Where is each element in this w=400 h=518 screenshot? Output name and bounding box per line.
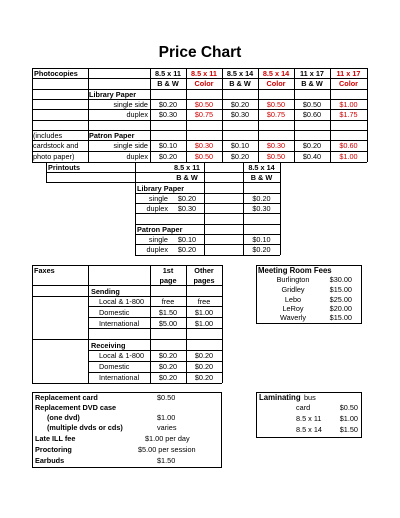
- patron-paper-label: Patron Paper: [89, 131, 135, 140]
- price-cell: $0.75: [266, 110, 286, 119]
- price-cell: $0.20: [194, 373, 214, 382]
- photocopies-header: 8.5 x 14: [262, 69, 290, 78]
- location-price: $30.00: [329, 275, 352, 284]
- row-label: duplex: [146, 245, 168, 254]
- price-cell: $0.20: [230, 152, 250, 161]
- price-cell: $0.30: [177, 204, 197, 213]
- replacement-card-price: $0.50: [157, 393, 176, 402]
- photocopies-header: 11 x 17: [336, 69, 361, 78]
- location-name: Waverly: [279, 313, 307, 322]
- faxes-col-header: page: [159, 276, 177, 285]
- laminating-price: $1.00: [339, 414, 358, 423]
- price-cell: $0.20: [158, 362, 178, 371]
- laminating-card-price: $0.50: [339, 403, 358, 412]
- row-label: Domestic: [99, 362, 130, 371]
- price-cell: $0.60: [302, 110, 322, 119]
- dvd-one-price: $1.00: [157, 413, 176, 422]
- price-cell: $0.20: [158, 100, 178, 109]
- location-name: Gridley: [281, 285, 305, 294]
- location-price: $25.00: [329, 295, 352, 304]
- price-cell: $0.20: [230, 100, 250, 109]
- meeting-room-label: Meeting Room Fees: [258, 266, 332, 275]
- photocopies-subheader: Color: [266, 79, 286, 88]
- price-cell: $0.10: [230, 141, 250, 150]
- receiving-label: Receiving: [91, 341, 126, 350]
- row-label: Local & 1-800: [99, 297, 145, 306]
- price-cell: $0.20: [194, 362, 214, 371]
- row-label: single side: [113, 100, 148, 109]
- price-cell: free: [197, 297, 211, 306]
- photocopies-header: 8.5 x 11: [155, 69, 181, 78]
- price-cell: $0.30: [158, 110, 178, 119]
- row-label: International: [99, 319, 140, 328]
- photocopies-subheader: B & W: [157, 79, 179, 88]
- price-cell: $0.40: [302, 152, 322, 161]
- price-cell: $0.20: [302, 141, 322, 150]
- printouts-subheader: B & W: [176, 173, 198, 182]
- proctoring-label: Proctoring: [35, 445, 72, 454]
- includes-note: cardstock and: [33, 141, 79, 150]
- row-label: duplex: [126, 152, 148, 161]
- price-cell: $0.50: [266, 152, 286, 161]
- printouts-subheader: B & W: [250, 173, 273, 182]
- price-cell: $1.00: [339, 100, 358, 109]
- price-cell: $1.00: [194, 308, 214, 317]
- row-label: duplex: [146, 204, 168, 213]
- price-cell: $0.20: [158, 351, 178, 360]
- laminating-label: Laminating: [259, 393, 301, 402]
- faxes-col-header: 1st: [162, 266, 174, 275]
- price-cell: $0.10: [177, 235, 197, 244]
- price-cell: $0.60: [339, 141, 358, 150]
- price-cell: $0.30: [230, 110, 250, 119]
- includes-note: (includes: [33, 131, 63, 140]
- location-name: Burlington: [276, 275, 310, 284]
- earbuds-label: Earbuds: [35, 456, 65, 465]
- price-cell: $0.20: [252, 245, 271, 254]
- price-cell: $0.30: [266, 141, 286, 150]
- photocopies-subheader: B & W: [301, 79, 323, 88]
- price-cell: $1.00: [194, 319, 214, 328]
- printouts-header: 8.5 x 11: [174, 163, 200, 172]
- laminating-bus: bus: [304, 393, 316, 402]
- photocopies-label: Photocopies: [34, 69, 78, 78]
- printouts-label: Printouts: [48, 163, 81, 172]
- price-cell: $0.50: [302, 100, 322, 109]
- sending-label: Sending: [91, 287, 120, 296]
- page-title: Price Chart: [158, 44, 242, 61]
- photocopies-header: 11 x 17: [300, 69, 324, 78]
- price-cell: $0.20: [177, 194, 197, 203]
- price-cell: $0.10: [158, 141, 178, 150]
- laminating-price: $1.50: [339, 425, 358, 434]
- price-cell: $1.75: [339, 110, 358, 119]
- laminating-size: 8.5 x 11: [296, 414, 322, 423]
- price-cell: $1.50: [158, 308, 178, 317]
- row-label: single: [148, 194, 168, 203]
- price-cell: $0.75: [194, 110, 214, 119]
- price-cell: $0.20: [158, 373, 178, 382]
- price-cell: $0.50: [266, 100, 286, 109]
- row-label: duplex: [126, 110, 148, 119]
- location-name: LeRoy: [282, 304, 304, 313]
- ill-fee-price: $1.00 per day: [145, 434, 190, 443]
- price-cell: free: [161, 297, 175, 306]
- price-cell: $5.00: [158, 319, 178, 328]
- row-label: single side: [113, 141, 148, 150]
- row-label: Domestic: [99, 308, 130, 317]
- price-cell: $0.30: [252, 204, 271, 213]
- price-cell: $0.50: [194, 152, 214, 161]
- replacement-card-label: Replacement card: [35, 393, 98, 402]
- location-price: $15.00: [329, 285, 352, 294]
- price-cell: $0.20: [177, 245, 197, 254]
- row-label: Local & 1-800: [99, 351, 145, 360]
- location-price: $20.00: [329, 304, 352, 313]
- location-price: $15.00: [329, 313, 352, 322]
- library-paper-label: Library Paper: [89, 90, 137, 99]
- price-cell: $0.20: [252, 194, 271, 203]
- row-label: International: [99, 373, 140, 382]
- photocopies-subheader: Color: [194, 79, 214, 88]
- proctoring-price: $5.00 per session: [138, 445, 196, 454]
- dvd-multi-label: (multiple dvds or cds): [47, 423, 123, 432]
- row-label: single: [148, 235, 168, 244]
- patron-paper-label: Patron Paper: [137, 225, 183, 234]
- price-cell: $0.10: [252, 235, 271, 244]
- price-cell: $0.20: [158, 152, 178, 161]
- faxes-col-header: Other: [194, 266, 214, 275]
- dvd-one-label: (one dvd): [47, 413, 80, 422]
- price-cell: $0.30: [194, 141, 214, 150]
- laminating-size: 8.5 x 14: [296, 425, 322, 434]
- printouts-header: 8.5 x 14: [248, 163, 275, 172]
- faxes-col-header: pages: [193, 276, 215, 285]
- price-cell: $1.00: [339, 152, 358, 161]
- includes-note: photo paper): [33, 152, 75, 161]
- dvd-multi-price: varies: [157, 423, 177, 432]
- faxes-label: Faxes: [34, 266, 55, 275]
- location-name: Lebo: [284, 295, 302, 304]
- photocopies-header: 8.5 x 11: [191, 69, 217, 78]
- dvd-case-label: Replacement DVD case: [35, 403, 117, 412]
- photocopies-subheader: Color: [338, 79, 359, 88]
- photocopies-header: 8.5 x 14: [226, 69, 254, 78]
- price-cell: $0.50: [194, 100, 214, 109]
- ill-fee-label: Late ILL fee: [35, 434, 76, 443]
- library-paper-label: Library Paper: [137, 184, 185, 193]
- price-cell: $0.20: [194, 351, 214, 360]
- laminating-card: card: [296, 403, 311, 412]
- photocopies-subheader: B & W: [229, 79, 251, 88]
- earbuds-price: $1.50: [157, 456, 176, 465]
